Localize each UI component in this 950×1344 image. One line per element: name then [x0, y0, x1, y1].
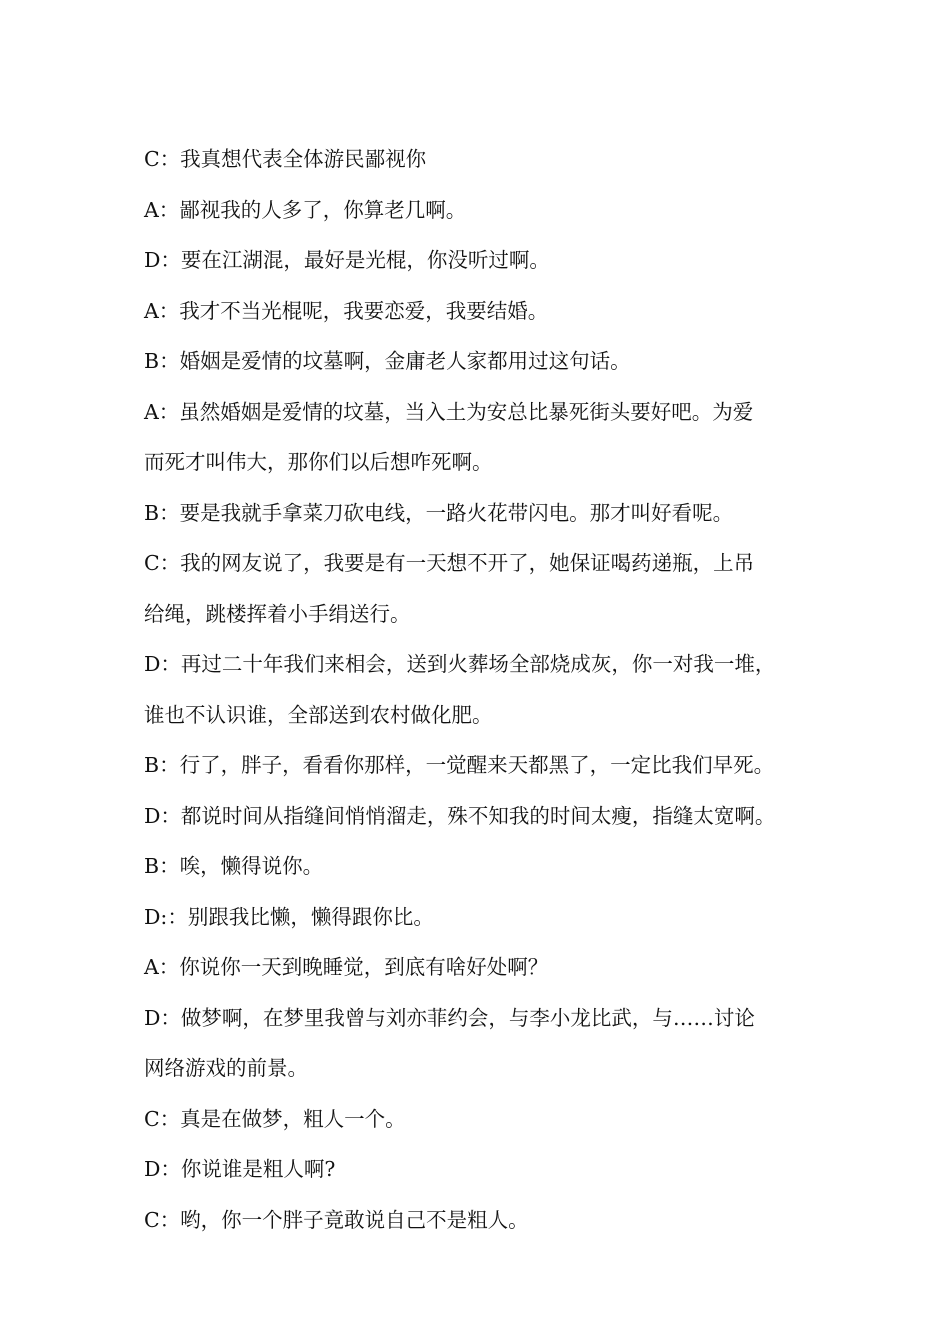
- dialogue-line-04: A：我才不当光棍呢，我要恋爱，我要结婚。: [144, 298, 549, 323]
- dialogue-line-09: C：我的网友说了，我要是有一天想不开了，她保证喝药递瓶，上吊: [144, 551, 755, 575]
- dialogue-line-03: D：要在江湖混，最好是光棍，你没听过啊。: [144, 248, 550, 272]
- dialogue-line-11: D：再过二十年我们来相会，送到火葬场全部烧成灰，你一对我一堆，: [144, 652, 776, 676]
- dialogue-line-19: 网络游戏的前景。: [144, 1056, 308, 1080]
- dialogue-line-05: B：婚姻是爱情的坟墓啊，金庸老人家都用过这句话。: [144, 349, 631, 373]
- dialogue-line-15: B：唉，懒得说你。: [144, 854, 324, 878]
- dialogue-line-12: 谁也不认识谁，全部送到农村做化肥。: [144, 702, 493, 727]
- dialogue-line-20: C：真是在做梦，粗人一个。: [144, 1106, 406, 1131]
- dialogue-line-14: D：都说时间从指缝间悄悄溜走，殊不知我的时间太瘦，指缝太宽啊。: [144, 803, 776, 828]
- dialogue-line-01: C：我真想代表全体游民鄙视你: [144, 147, 427, 171]
- dialogue-line-02: A：鄙视我的人多了，你算老几啊。: [144, 197, 467, 222]
- dialogue-text: [144, 134, 834, 1245]
- dialogue-line-07: 而死才叫伟大，那你们以后想咋死啊。: [144, 450, 493, 474]
- dialogue-line-22: C：哟，你一个胖子竟敢说自己不是粗人。: [144, 1207, 529, 1232]
- dialogue-line-06: A：虽然婚姻是爱情的坟墓，当入土为安总比暴死街头要好吧。为爱: [144, 399, 754, 424]
- dialogue-line-18: D：做梦啊，在梦里我曾与刘亦菲约会，与李小龙比武，与……讨论: [144, 1005, 755, 1030]
- dialogue-line-08: B：要是我就手拿菜刀砍电线，一路火花带闪电。那才叫好看呢。: [144, 500, 734, 525]
- dialogue-line-10: 给绳，跳楼挥着小手绢送行。: [144, 601, 411, 626]
- dialogue-line-17: A：你说你一天到晚睡觉，到底有啥好处啊？: [144, 955, 549, 979]
- dialogue-line-16: D:：别跟我比懒，懒得跟你比。: [144, 904, 434, 929]
- dialogue-line-21: D：你说谁是粗人啊?: [144, 1157, 336, 1181]
- dialogue-line-13: B：行了，胖子，看看你那样，一觉醒来天都黑了，一定比我们早死。: [144, 753, 775, 777]
